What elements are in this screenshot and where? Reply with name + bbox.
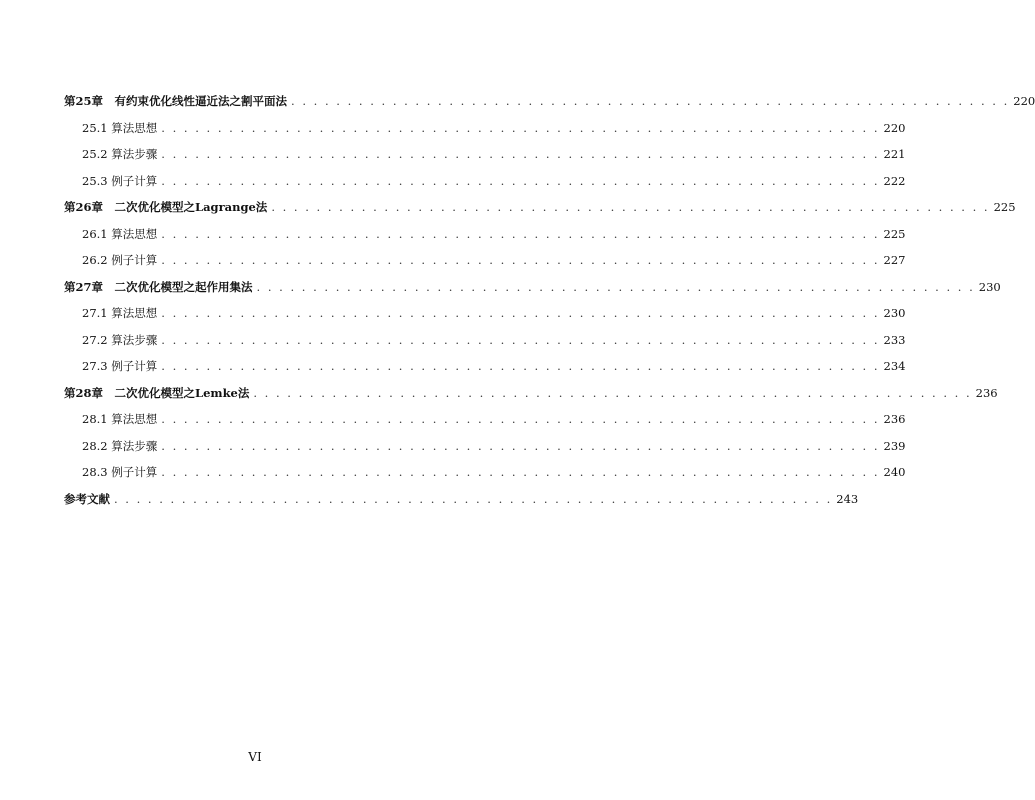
dot-leader: . . . . . . . . . . . . . . . . . . . . . . . . . . . . . . . . . . . . . . . . . . . . . . . . . . . . . . . . . . . . . . . . xyxy=(291,94,1010,108)
toc-section-26-2[interactable] xyxy=(64,247,906,274)
toc-chapter-27[interactable] xyxy=(64,274,1001,301)
toc-entry-title: 27.2 算法步骤 xyxy=(82,332,158,347)
toc-section-28-1[interactable] xyxy=(64,406,906,433)
dot-leader: . . . . . . . . . . . . . . . . . . . . . . . . . . . . . . . . . . . . . . . . . . . . . . . . . . . . . . . . . . . . . . . . xyxy=(161,359,880,373)
toc-references[interactable] xyxy=(64,486,859,513)
toc-entry-page: 236 xyxy=(883,412,906,426)
toc-entry-title: 25.3 例子计算 xyxy=(82,173,158,188)
toc-chapter-25[interactable] xyxy=(64,88,1035,115)
toc-section-27-2[interactable] xyxy=(64,327,906,354)
toc-entry-page: 230 xyxy=(883,306,906,320)
toc-section-27-3[interactable] xyxy=(64,353,906,380)
toc-entry-title: 第25章 有约束优化线性逼近法之割平面法 xyxy=(64,94,288,108)
toc-entry-page: 233 xyxy=(883,332,906,347)
toc-section-28-3[interactable] xyxy=(64,459,906,486)
toc-entry-title: 26.1 算法思想 xyxy=(82,226,158,241)
toc-entry-title: 26.2 例子计算 xyxy=(82,253,158,267)
toc-entry-page: 243 xyxy=(836,491,859,506)
dot-leader: . . . . . . . . . . . . . . . . . . . . . . . . . . . . . . . . . . . . . . . . . . . . . . . . . . . . . . . . . . . . . . . . xyxy=(161,412,880,426)
toc-entry-title: 25.1 算法思想 xyxy=(82,120,158,135)
dot-leader: . . . . . . . . . . . . . . . . . . . . . . . . . . . . . . . . . . . . . . . . . . . . . . . . . . . . . . . . . . . . . . . . xyxy=(161,173,880,188)
dot-leader: . . . . . . . . . . . . . . . . . . . . . . . . . . . . . . . . . . . . . . . . . . . . . . . . . . . . . . . . . . . . . . . . xyxy=(161,465,880,479)
toc-entry-title: 28.2 算法步骤 xyxy=(82,438,158,453)
toc-chapter-26[interactable] xyxy=(64,194,1016,221)
dot-leader: . . . . . . . . . . . . . . . . . . . . . . . . . . . . . . . . . . . . . . . . . . . . . . . . . . . . . . . . . . . . . . . . xyxy=(161,332,880,347)
page-number: VI xyxy=(248,750,262,764)
toc-entry-title: 第27章 二次优化模型之起作用集法 xyxy=(64,279,253,294)
dot-leader: . . . . . . . . . . . . . . . . . . . . . . . . . . . . . . . . . . . . . . . . . . . . . . . . . . . . . . . . . . . . . . . . xyxy=(161,226,880,241)
dot-leader: . . . . . . . . . . . . . . . . . . . . . . . . . . . . . . . . . . . . . . . . . . . . . . . . . . . . . . . . . . . . . . . . xyxy=(253,385,972,400)
toc-section-25-2[interactable] xyxy=(64,141,906,168)
toc-entry-page: 234 xyxy=(883,359,906,373)
toc-entry-page: 236 xyxy=(975,385,998,400)
toc-entry-page: 225 xyxy=(993,200,1016,214)
toc-chapter-28[interactable] xyxy=(64,380,998,407)
toc-entry-page: 220 xyxy=(1013,94,1035,108)
toc-section-26-1[interactable] xyxy=(64,221,906,248)
toc-section-27-1[interactable] xyxy=(64,300,906,327)
toc-entry-title: 第26章 二次优化模型之Lagrange法 xyxy=(64,200,268,214)
dot-leader: . . . . . . . . . . . . . . . . . . . . . . . . . . . . . . . . . . . . . . . . . . . . . . . . . . . . . . . . . . . . . . . . xyxy=(161,438,880,453)
toc-entry-title: 28.3 例子计算 xyxy=(82,465,158,479)
dot-leader: . . . . . . . . . . . . . . . . . . . . . . . . . . . . . . . . . . . . . . . . . . . . . . . . . . . . . . . . . . . . . . . . xyxy=(256,279,975,294)
toc-entry-page: 230 xyxy=(978,279,1001,294)
toc-entry-title: 27.3 例子计算 xyxy=(82,359,158,373)
toc-entry-page: 227 xyxy=(883,253,906,267)
toc-entry-page: 240 xyxy=(883,465,906,479)
toc-entry-page: 220 xyxy=(883,120,906,135)
dot-leader: . . . . . . . . . . . . . . . . . . . . . . . . . . . . . . . . . . . . . . . . . . . . . . . . . . . . . . . . . . . . . . . . xyxy=(114,491,833,506)
toc-entry-title: 28.1 算法思想 xyxy=(82,412,158,426)
toc-entry-title: 27.1 算法思想 xyxy=(82,306,158,320)
toc-entry-title: 25.2 算法步骤 xyxy=(82,147,158,161)
dot-leader: . . . . . . . . . . . . . . . . . . . . . . . . . . . . . . . . . . . . . . . . . . . . . . . . . . . . . . . . . . . . . . . . xyxy=(161,120,880,135)
toc-entry-page: 225 xyxy=(883,226,906,241)
toc-section-25-1[interactable] xyxy=(64,115,906,142)
toc-entry-title: 参考文献 xyxy=(64,491,110,506)
toc-section-28-2[interactable] xyxy=(64,433,906,460)
dot-leader: . . . . . . . . . . . . . . . . . . . . . . . . . . . . . . . . . . . . . . . . . . . . . . . . . . . . . . . . . . . . . . . . xyxy=(161,306,880,320)
table-of-contents xyxy=(64,88,1035,512)
dot-leader: . . . . . . . . . . . . . . . . . . . . . . . . . . . . . . . . . . . . . . . . . . . . . . . . . . . . . . . . . . . . . . . . xyxy=(161,147,880,161)
toc-entry-title: 第28章 二次优化模型之Lemke法 xyxy=(64,385,250,400)
toc-section-25-3[interactable] xyxy=(64,168,906,195)
toc-entry-page: 221 xyxy=(883,147,906,161)
toc-entry-page: 239 xyxy=(883,438,906,453)
dot-leader: . . . . . . . . . . . . . . . . . . . . . . . . . . . . . . . . . . . . . . . . . . . . . . . . . . . . . . . . . . . . . . . . xyxy=(161,253,880,267)
dot-leader: . . . . . . . . . . . . . . . . . . . . . . . . . . . . . . . . . . . . . . . . . . . . . . . . . . . . . . . . . . . . . . . . xyxy=(271,200,990,214)
toc-entry-page: 222 xyxy=(883,173,906,188)
